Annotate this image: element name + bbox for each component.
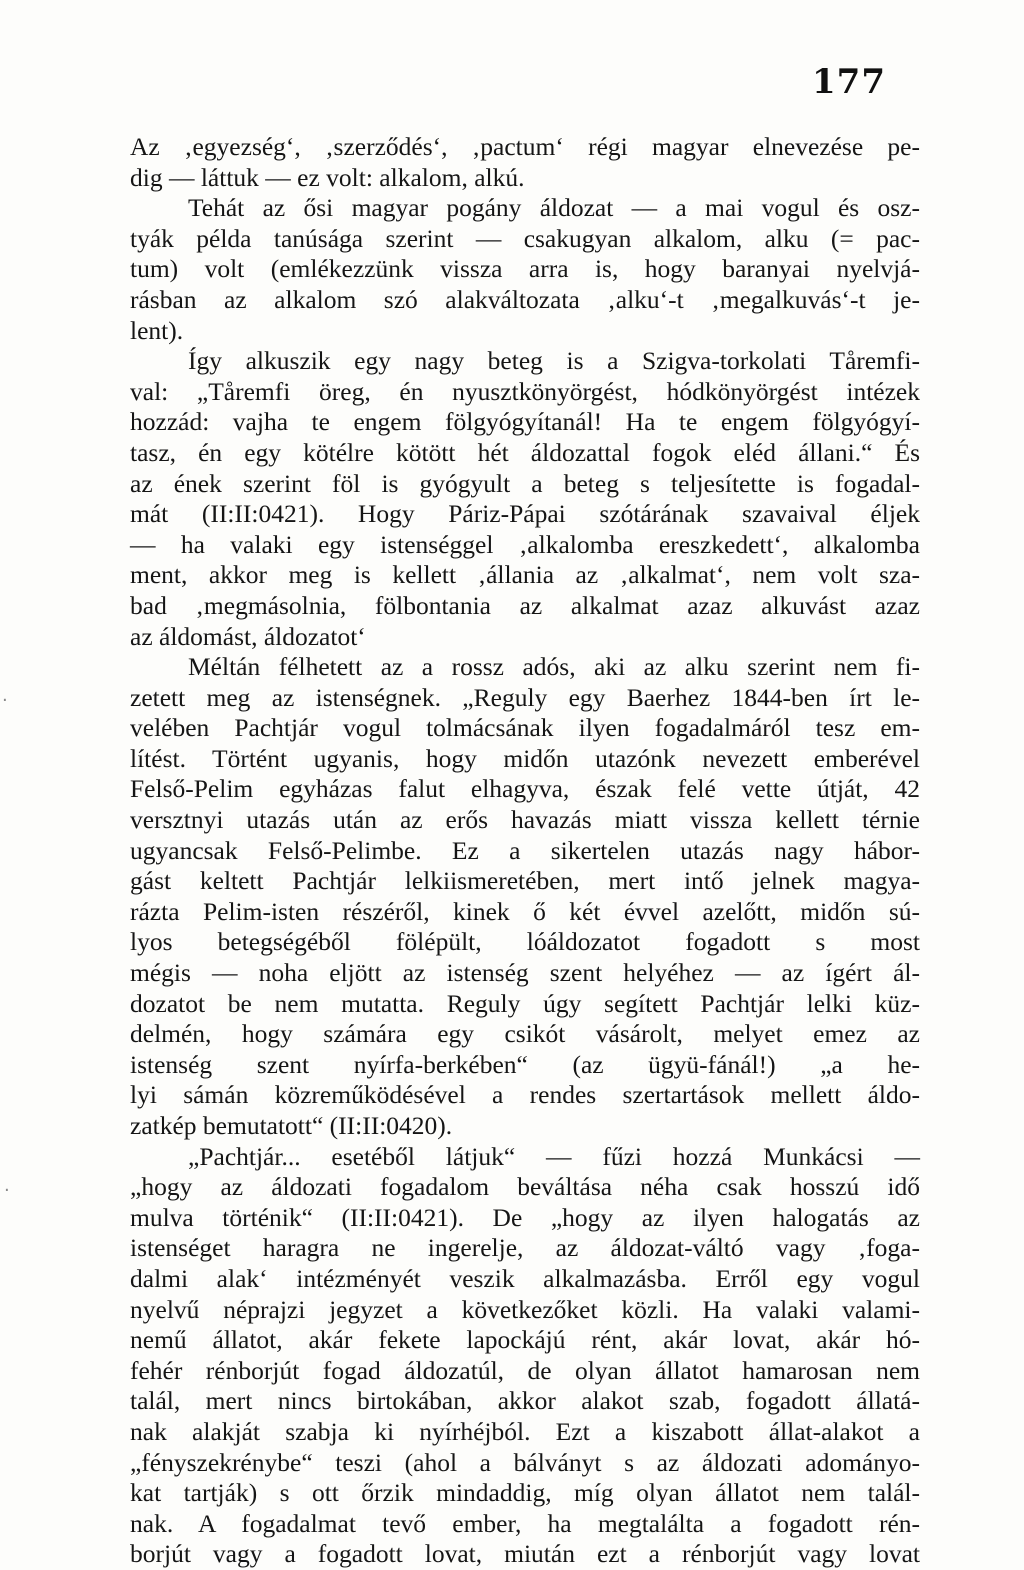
text-line: Felső-Pelim egyházas falut elhagyva, észak felé vette útját, 42: [130, 774, 920, 804]
text-line: mulva történik“ (II:II:0421). De „hogy az ilyen halogatás az: [130, 1202, 920, 1232]
text-line: rásban az alkalom szó alakváltozata ‚alku‘-t ‚megalkuvás‘-t je-: [130, 284, 920, 314]
text-line: val: „Tåremfi öreg, én nyusztkönyörgést, hódkönyörgést intézek: [130, 376, 920, 406]
text-line: gást keltett Pachtjár lelkiismeretében, mert intő jelnek magya-: [130, 866, 920, 896]
text-line: velében Pachtjár vogul tolmácsának ilyen fogadalmáról tesz em-: [130, 713, 920, 743]
text-line: istenséget haragra ne ingerelje, az áldozat-váltó vagy ‚foga-: [130, 1233, 920, 1263]
margin-speck: ·: [2, 690, 8, 711]
text-line: istenség szent nyírfa-berkében“ (az ügyü-fánál!) „a he-: [130, 1049, 920, 1079]
text-line: lyi sámán közreműködésével a rendes szertartások mellett áldo-: [130, 1080, 920, 1110]
text-line: dozatot be nem mutatta. Reguly úgy segített Pachtjár lelki küz-: [130, 988, 920, 1018]
text-line: hozzád: vajha te engem fölgyógyítanál! Ha te engem fölgyógyí-: [130, 407, 920, 437]
text-line: versztnyi utazás után az erős havazás miatt vissza kellett térnie: [130, 805, 920, 835]
text-line: zetett meg az istenségnek. „Reguly egy Baerhez 1844-ben írt le-: [130, 682, 920, 712]
text-line: talál, mert nincs birtokában, akkor alakot szab, fogadott állatá-: [130, 1386, 920, 1416]
text-line: nak alakját szabja ki nyírhéjból. Ezt a kiszabott állat-alakot a: [130, 1416, 920, 1446]
text-line: nak. A fogadalmat tevő ember, ha megtalálta a fogadott rén-: [130, 1508, 920, 1538]
text-line: lítést. Történt ugyanis, hogy midőn utazónk nevezett emberével: [130, 743, 920, 773]
page-number: 177: [812, 62, 886, 102]
text-line: tasz, én egy kötélre kötött hét áldozattal fogok eléd állani.“ És: [130, 437, 920, 467]
text-line: nemű állatot, akár fekete lapockájú rént, akár lovat, akár hó-: [130, 1325, 920, 1355]
text-line: bad ‚megmásolnia, fölbontania az alkalmat azaz alkuvást azaz: [130, 590, 920, 620]
text-line: rázta Pelim-isten részéről, kinek ő két évvel azelőtt, midőn sú-: [130, 896, 920, 926]
text-line: tum) volt (emlékezzünk vissza arra is, hogy baranyai nyelvjá-: [130, 254, 920, 284]
text-line: mégis — noha eljött az istenség szent helyéhez — az ígért ál-: [130, 958, 920, 988]
text-line: tyák példa tanúsága szerint — csakugyan alkalom, alku (= pac-: [130, 223, 920, 253]
text-line: Így alkuszik egy nagy beteg is a Szigva-torkolati Tåremfi-: [188, 346, 920, 376]
text-line: delmén, hogy számára egy csikót vásárolt, melyet emez az: [130, 1019, 920, 1049]
text-line: Tehát az ősi magyar pogány áldozat — a mai vogul és osz-: [188, 193, 920, 223]
text-line: „Pachtjár... esetéből látjuk“ — fűzi hozzá Munkácsi —: [188, 1141, 920, 1171]
text-line: ment, akkor meg is kellett ‚állania az ‚alkalmat‘, nem volt sza-: [130, 560, 920, 590]
text-line: nyelvű néprajzi jegyzet a következőket közli. Ha valaki valami-: [130, 1294, 920, 1324]
text-line: lyos betegségéből fölépült, lóáldozatot fogadott s most: [130, 927, 920, 957]
text-line: dig — láttuk — ez volt: alkalom, alkú.: [130, 162, 525, 192]
text-line: mát (II:II:0421). Hogy Páriz-Pápai szótárának szavaival éljek: [130, 499, 920, 529]
text-line: dalmi alak‘ intézményét veszik alkalmazásba. Erről egy vogul: [130, 1263, 920, 1293]
text-line: zatkép bemutatott“ (II:II:0420).: [130, 1111, 453, 1140]
text-line: Méltán félhetett az a rossz adós, aki az alku szerint nem fi-: [188, 652, 920, 682]
margin-speck: ·: [4, 1180, 10, 1201]
text-line: — ha valaki egy istenséggel ‚alkalomba ereszkedett‘, alkalomba: [130, 529, 920, 559]
text-line: fehér rénborjút fogad áldozatúl, de olyan állatot hamarosan nem: [130, 1355, 920, 1385]
text-line: borjút vagy a fogadott lovat, miután ezt a rénborjút vagy lovat: [130, 1539, 920, 1569]
text-line: ugyancsak Felső-Pelimbe. Ez a sikertelen utazás nagy hábor-: [130, 835, 920, 865]
body-text: [130, 132, 920, 1570]
text-line: Az ‚egyezség‘, ‚szerződés‘, ‚pactum‘ régi magyar elnevezése pe-: [130, 132, 920, 161]
text-line: „hogy az áldozati fogadalom beváltása néha csak hosszú idő: [130, 1172, 920, 1202]
text-line: lent).: [130, 315, 184, 345]
text-line: az áldomást, áldozatot‘: [130, 621, 366, 651]
text-line: „fényszekrénybe“ teszi (ahol a bálványt s az áldozati adományo-: [130, 1447, 920, 1477]
text-line: az ének szerint föl is gyógyult a beteg s teljesítette is fogadal-: [130, 468, 920, 498]
text-line: kat tartják) s ott őrzik mindaddig, míg olyan állatot nem talál-: [130, 1478, 920, 1508]
